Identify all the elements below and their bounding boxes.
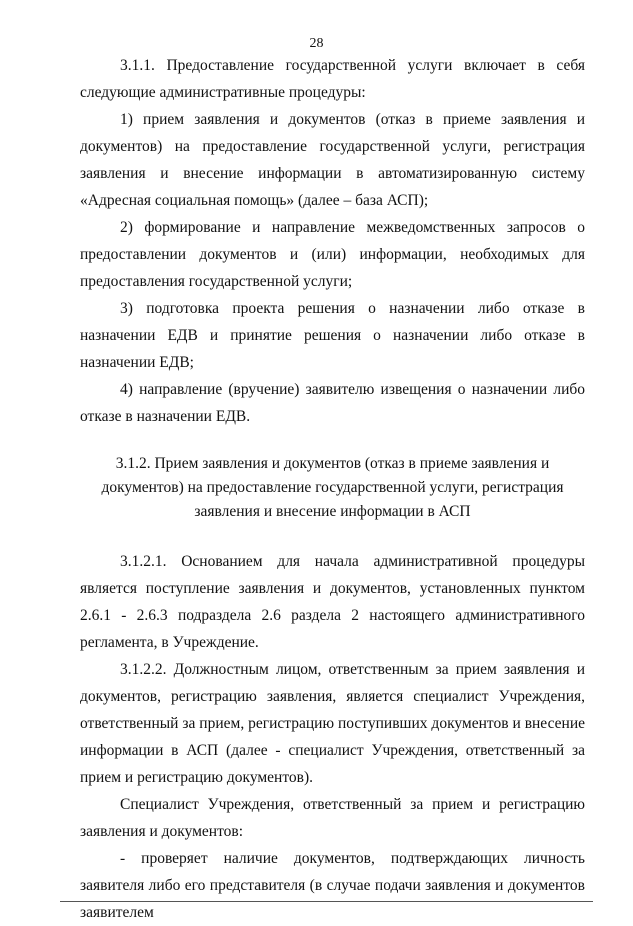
- section-heading-3-1-2: 3.1.2. Прием заявления и документов (отказ в приеме заявления и документов) на предоставление государственной услуги, регистрация заявления и внесение информации в АСП: [101, 455, 564, 520]
- procedure-item-1: 1) прием заявления и документов (отказ в приеме заявления и документов) на предоставление государственной услуги, регистрация заявления и внесение информации в автоматизированную систему «Адресная социальная помощь» (далее – база АСП);: [80, 111, 585, 209]
- page-bottom-rule: [60, 901, 593, 902]
- paragraph-3-1-2-1: 3.1.2.1. Основанием для начала административной процедуры является поступление заявления и документов, установленных пунктом 2.6.1 - 2.6.3 подраздела 2.6 раздела 2 настоящего административного регламента, в Учреждение.: [80, 553, 585, 651]
- procedure-item-4: 4) направление (вручение) заявителю извещения о назначении либо отказе в назначении ЕДВ.: [80, 381, 585, 425]
- paragraph-3-1-1: 3.1.1. Предоставление государственной услуги включает в себя следующие административные процедуры:: [80, 57, 585, 101]
- procedure-item-2: 2) формирование и направление межведомственных запросов о предоставлении документов и (или) информации, необходимых для предоставления государственной услуги;: [80, 219, 585, 290]
- paragraph-specialist: Специалист Учреждения, ответственный за прием и регистрацию заявления и документов:: [80, 796, 585, 840]
- paragraph-checks-identity: - проверяет наличие документов, подтверждающих личность заявителя либо его представителя (в случае подачи заявления и документов заявителем: [80, 850, 585, 921]
- paragraph-3-1-2-2: 3.1.2.2. Должностным лицом, ответственным за прием заявления и документов, регистрацию заявления, является специалист Учреждения, ответственный за прием, регистрацию поступивших документов и внесение информации в АСП (далее - специалист Учреждения, ответственный за прием и регистрацию документов).: [80, 661, 585, 786]
- document-body: [80, 52, 585, 926]
- page-number: 28: [309, 36, 324, 51]
- procedure-item-3: 3) подготовка проекта решения о назначении либо отказе в назначении ЕДВ и принятие решения о назначении либо отказе в назначении ЕДВ;: [80, 300, 585, 371]
